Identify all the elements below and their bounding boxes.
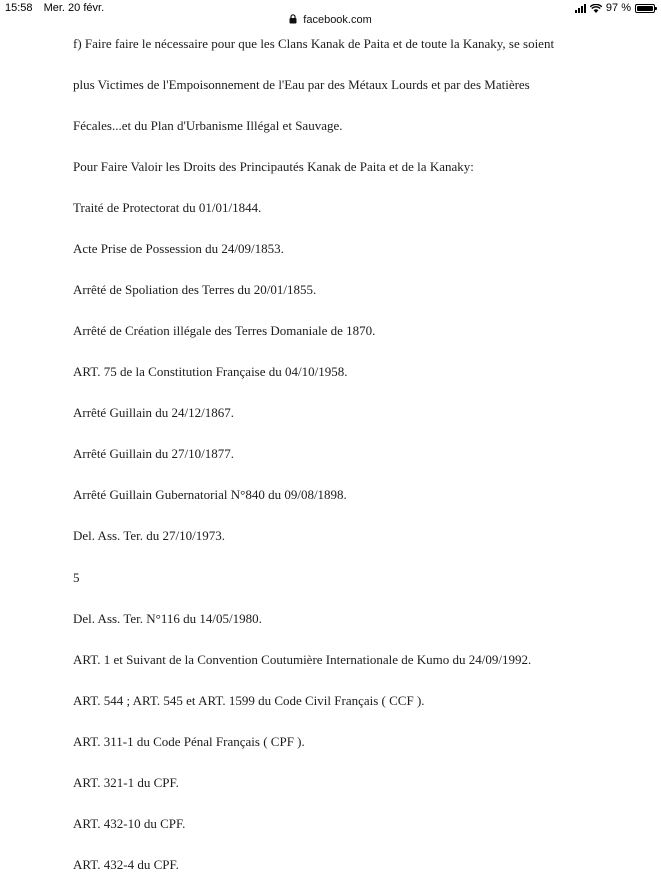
text-line: f) Faire faire le nécessaire pour que les Clans Kanak de Paita et de toute la Kanaky, se soient <box>73 36 555 51</box>
text-line: Fécales...et du Plan d'Urbanisme Illégal et Sauvage. <box>73 118 343 133</box>
status-date: Mer. 20 févr. <box>43 2 105 14</box>
wifi-icon <box>590 4 602 13</box>
text-line: Del. Ass. Ter. du 27/10/1973. <box>73 528 225 543</box>
text-line: Arrêté de Création illégale des Terres Domaniale de 1870. <box>73 323 376 338</box>
text-line: ART. 75 de la Constitution Française du 04/10/1958. <box>73 364 348 379</box>
address-bar[interactable] <box>0 14 661 32</box>
page-number: 5 <box>73 570 80 585</box>
cellular-signal-icon <box>575 4 586 13</box>
status-time: 15:58 <box>5 2 33 14</box>
text-line: ART. 1 et Suivant de la Convention Coutumière Internationale de Kumo du 24/09/1992. <box>73 652 532 667</box>
text-line: Arrêté Guillain du 24/12/1867. <box>73 405 235 420</box>
url-text: facebook.com <box>303 14 372 26</box>
status-left <box>5 2 104 14</box>
text-line: Traité de Protectorat du 01/01/1844. <box>73 200 262 215</box>
lock-icon <box>289 14 297 24</box>
text-line: Pour Faire Valoir les Droits des Principautés Kanak de Paita et de la Kanaky: <box>73 159 474 174</box>
text-line: plus Victimes de l'Empoisonnement de l'Eau par des Métaux Lourds et par des Matières <box>73 77 530 92</box>
battery-level-fill <box>637 6 653 11</box>
text-line: Arrêté Guillain du 27/10/1877. <box>73 446 235 461</box>
battery-percentage: 97 % <box>605 2 631 14</box>
text-line: Acte Prise de Possession du 24/09/1853. <box>73 241 284 256</box>
text-line: Del. Ass. Ter. N°116 du 14/05/1980. <box>73 611 262 626</box>
text-line: ART. 432-10 du CPF. <box>73 816 186 831</box>
text-line: ART. 321-1 du CPF. <box>73 775 179 790</box>
battery-icon <box>635 4 655 13</box>
text-line: Arrêté de Spoliation des Terres du 20/01/1855. <box>73 282 317 297</box>
text-line: ART. 311-1 du Code Pénal Français ( CPF ). <box>73 734 305 749</box>
text-line: Arrêté Guillain Gubernatorial N°840 du 09/08/1898. <box>73 487 347 502</box>
status-right <box>575 2 655 14</box>
text-line: ART. 544 ; ART. 545 et ART. 1599 du Code Civil Français ( CCF ). <box>73 693 425 708</box>
text-line: ART. 432-4 du CPF. <box>73 857 179 872</box>
